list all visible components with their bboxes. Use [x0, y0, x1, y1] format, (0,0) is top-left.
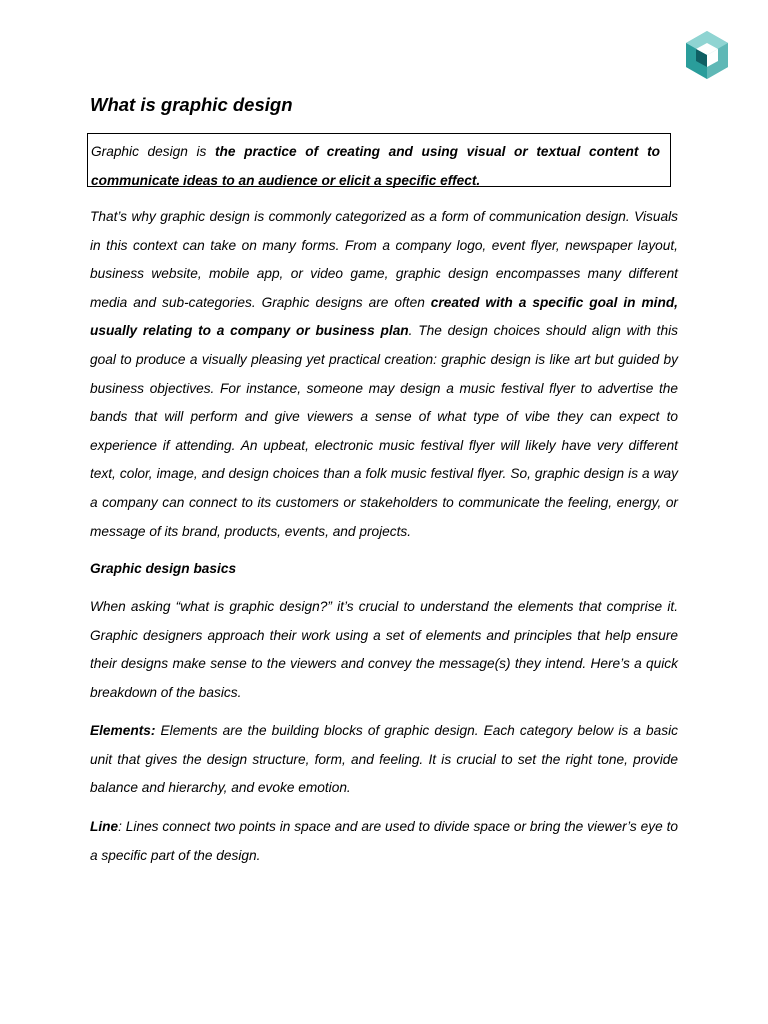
- paragraph-intro: [90, 203, 678, 546]
- hexagon-cube-logo-icon: [682, 29, 732, 79]
- paragraph-basics: When asking “what is graphic design?” it’s crucial to understand the elements that comprise it. Graphic designers approach their work using a set of elements and principles that help ensure their designs make sense to the viewers and convey the message(s) they intend. Here’s a quick breakdown of the basics.: [90, 599, 678, 700]
- paragraph-intro-part1: That’s why graphic design is commonly categorized as a form of communication design. Visuals in this context can take on many forms. From a company logo, event flyer, newspaper layout, business website, mobile app, or video game, graphic design encompasses many different media and sub-categories. Graphic designs are often: [90, 209, 678, 310]
- paragraph-intro-part2: . The design choices should align with this goal to produce a visually pleasing yet practical creation: graphic design is like art but guided by business objectives. For instance, someone may design a music festival flyer to advertise the bands that will perform and give viewers a sense of what type of vibe they can expect to experience if attending. An upbeat, electronic music festival flyer will likely have very different text, color, image, and design choices than a folk music festival flyer. So, graphic design is a way a company can connect to its customers or stakeholders to communicate the feeling, energy, or message of its brand, products, events, and projects.: [90, 323, 678, 539]
- line-text: : Lines connect two points in space and are used to divide space or bring the viewer’s eye to a specific part of the design.: [90, 819, 678, 863]
- paragraph-elements: [90, 717, 678, 803]
- callout-bold-text: the practice of creating and using visual or textual content to communicate ideas to an audience or elicit a specific effect.: [91, 144, 660, 188]
- line-label: Line: [90, 819, 119, 834]
- page-title: What is graphic design: [90, 94, 293, 115]
- definition-callout-box: [87, 133, 671, 187]
- callout-lead-text: Graphic design is: [91, 144, 215, 159]
- elements-text: Elements are the building blocks of graphic design. Each category below is a basic unit that gives the design structure, form, and feeling. It is crucial to set the right tone, provide balance and hierarchy, and evoke emotion.: [90, 723, 678, 796]
- section-heading-basics: Graphic design basics: [90, 561, 237, 576]
- elements-label: Elements:: [90, 723, 156, 738]
- paragraph-intro-bold: created with a specific goal in mind, usually relating to a company or business plan: [90, 294, 678, 339]
- paragraph-line: [90, 813, 678, 870]
